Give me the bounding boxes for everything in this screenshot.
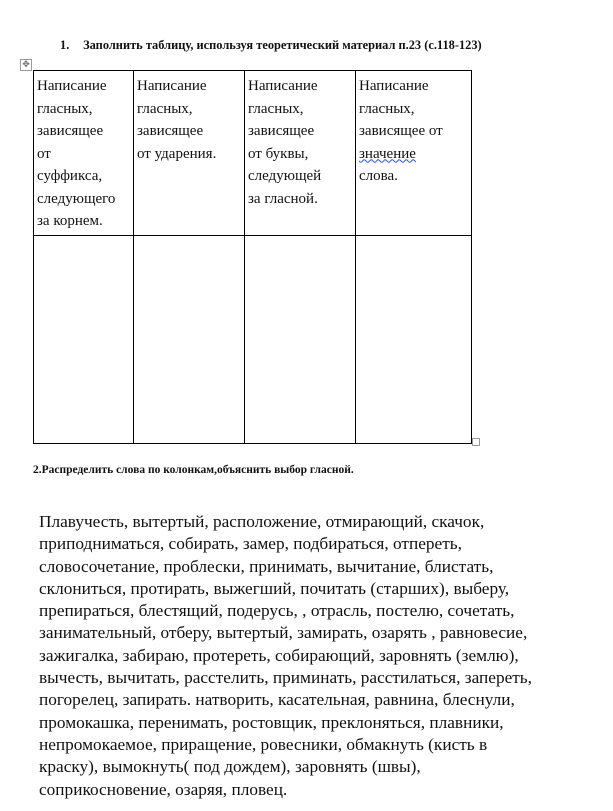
task-1-text: Заполнить таблицу, используя теоретический материал п.23 (с.118-123)	[83, 38, 482, 52]
word-list-line: соприкосновение, озаряя, пловец.	[39, 779, 288, 799]
answer-cell-meaning[interactable]	[356, 236, 472, 444]
task-2-heading: 2.Распределить слова по колонкам,объяснить выбор гласной.	[33, 464, 354, 476]
word-list-line: Плавучесть, вытертый, расположение, отмирающий, скачок,	[39, 512, 485, 531]
word-list	[39, 511, 599, 801]
word-list-line: склониться, протирать, выжегший, почитать (старших), выберу,	[39, 578, 510, 598]
answer-table	[33, 70, 472, 444]
word-list-line: непромокаемое, приращение, ровесники, обмакнуть (кисть в	[39, 734, 488, 754]
column-header-next-letter[interactable]: Написание гласных, зависящее от буквы, следующей за гласной.	[245, 71, 356, 236]
word-list-line: промокашка, перенимать, ростовщик, преклоняться, плавники,	[39, 712, 504, 732]
task-1-heading	[60, 38, 600, 53]
task-1-number: 1.	[60, 38, 70, 52]
word-list-line: препираться, блестящий, подерусь, , отрасль, постелю, сочетать,	[39, 601, 515, 621]
table-move-handle-icon[interactable]: ✥	[20, 59, 32, 71]
table-resize-handle-icon[interactable]	[472, 438, 480, 446]
answer-cell-suffix[interactable]	[34, 236, 134, 444]
word-list-line: краску), вымокнуть( под дождем), заровнять (швы),	[39, 757, 421, 777]
word-list-line: словосочетание, проблески, принимать, вычитание, блистать,	[39, 556, 494, 576]
column-header-stress[interactable]: Написание гласных, зависящее от ударения.	[134, 71, 245, 236]
table-header-row	[34, 71, 472, 236]
word-list-line: зажигалка, забираю, протереть, собирающий, заровнять (землю),	[39, 645, 519, 665]
word-list-line: занимательный, отберу, вытертый, замирать, озарять , равновесие,	[39, 623, 528, 643]
column-header-meaning[interactable]: Написание гласных, зависящее от значение слова.	[356, 71, 472, 236]
column-header-suffix[interactable]: Написание гласных, зависящее от суффикса, следующего за корнем.	[34, 71, 134, 236]
answer-cell-stress[interactable]	[134, 236, 245, 444]
word-list-line: погорелец, запирать. натворить, касательная, равнина, блеснули,	[39, 690, 515, 710]
table-answer-row	[34, 236, 472, 444]
word-list-line: приподниматься, собирать, замер, подбираться, отпереть,	[39, 534, 462, 554]
answer-cell-next-letter[interactable]	[245, 236, 356, 444]
word-list-line: вычесть, вычитать, расстелить, приминать, расстилаться, запереть,	[39, 668, 533, 688]
